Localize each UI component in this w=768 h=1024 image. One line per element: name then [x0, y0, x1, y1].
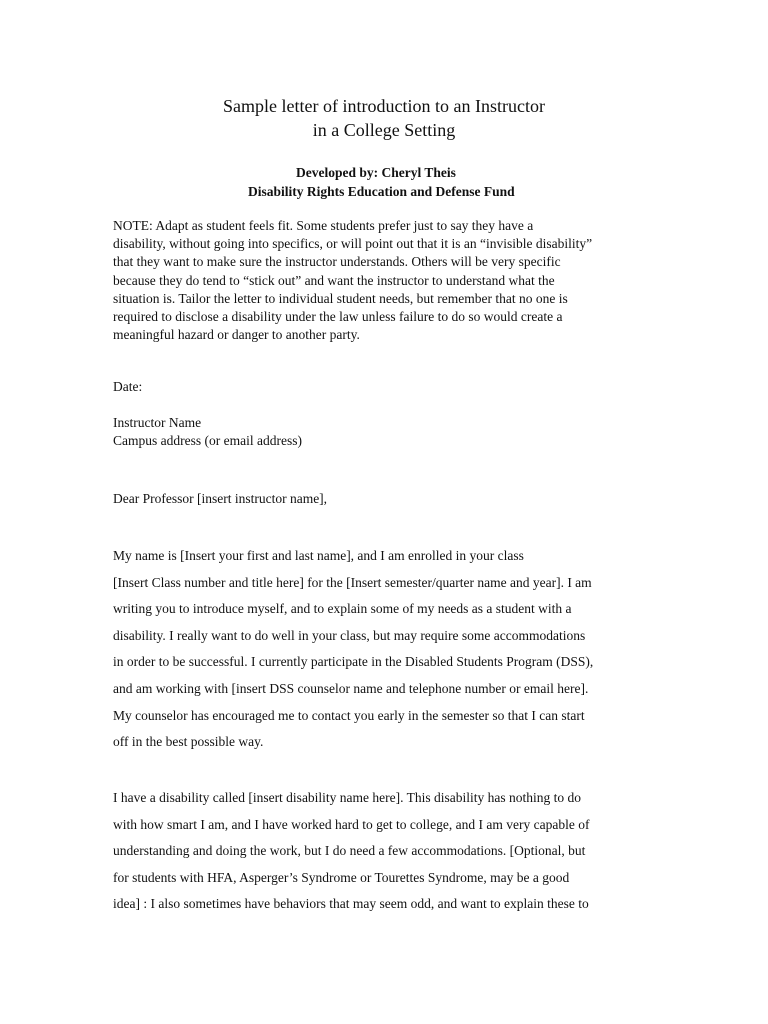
paragraph-line: with how smart I am, and I have worked hard to get to college, and I am very capable of — [113, 816, 590, 832]
letter-paragraph-1 — [113, 543, 673, 756]
note-line: that they want to make sure the instructor understands. Others will be very specific — [113, 254, 561, 270]
paragraph-line: idea] : I also sometimes have behaviors that may seem odd, and want to explain these to — [113, 896, 589, 912]
letter-greeting: Dear Professor [insert instructor name], — [113, 491, 328, 506]
campus-address-line: Campus address (or email address) — [113, 433, 302, 448]
paragraph-line: in order to be successful. I currently participate in the Disabled Students Program (DSS), — [113, 654, 594, 670]
note-line: meaningful hazard or danger to another party. — [113, 327, 360, 343]
note-line: because they do tend to “stick out” and want the instructor to understand what the — [113, 272, 555, 288]
note-line: situation is. Tailor the letter to individual student needs, but remember that no one is — [113, 290, 568, 306]
note-line: required to disclose a disability under the law unless failure to do so would create a — [113, 309, 563, 325]
paragraph-line: for students with HFA, Asperger’s Syndrome or Tourettes Syndrome, may be a good — [113, 869, 570, 885]
note-line: NOTE: Adapt as student feels fit. Some students prefer just to say they have a — [113, 218, 534, 233]
paragraph-line: off in the best possible way. — [113, 734, 264, 750]
paragraph-line: and am working with [insert DSS counselor name and telephone number or email here]. — [113, 680, 589, 696]
document-title-line-1: Sample letter of introduction to an Instructor — [223, 96, 545, 116]
paragraph-line: I have a disability called [insert disability name here]. This disability has nothing to do — [113, 790, 582, 805]
instructor-name-line: Instructor Name — [113, 415, 202, 430]
paragraph-line: writing you to introduce myself, and to explain some of my needs as a student with a — [113, 601, 572, 617]
note-paragraph — [113, 217, 673, 344]
paragraph-line: My name is [Insert your first and last name], and I am enrolled in your class — [113, 548, 524, 563]
letter-paragraph-2 — [113, 785, 673, 918]
note-line: disability, without going into specifics, or will point out that it is an “invisible disability” — [113, 236, 593, 252]
paragraph-line: [Insert Class number and title here] for the [Insert semester/quarter name and year]. I am — [113, 574, 592, 590]
document-title-line-2: in a College Setting — [312, 120, 456, 140]
paragraph-line: disability. I really want to do well in your class, but may require some accommodations — [113, 627, 586, 643]
author-byline: Developed by: Cheryl Theis — [296, 165, 456, 180]
paragraph-line: understanding and doing the work, but I do need a few accommodations. [Optional, but — [113, 843, 586, 859]
date-label: Date: — [113, 379, 143, 394]
paragraph-line: My counselor has encouraged me to contact you early in the semester so that I can start — [113, 707, 585, 723]
organization-byline: Disability Rights Education and Defense Fund — [248, 184, 515, 199]
